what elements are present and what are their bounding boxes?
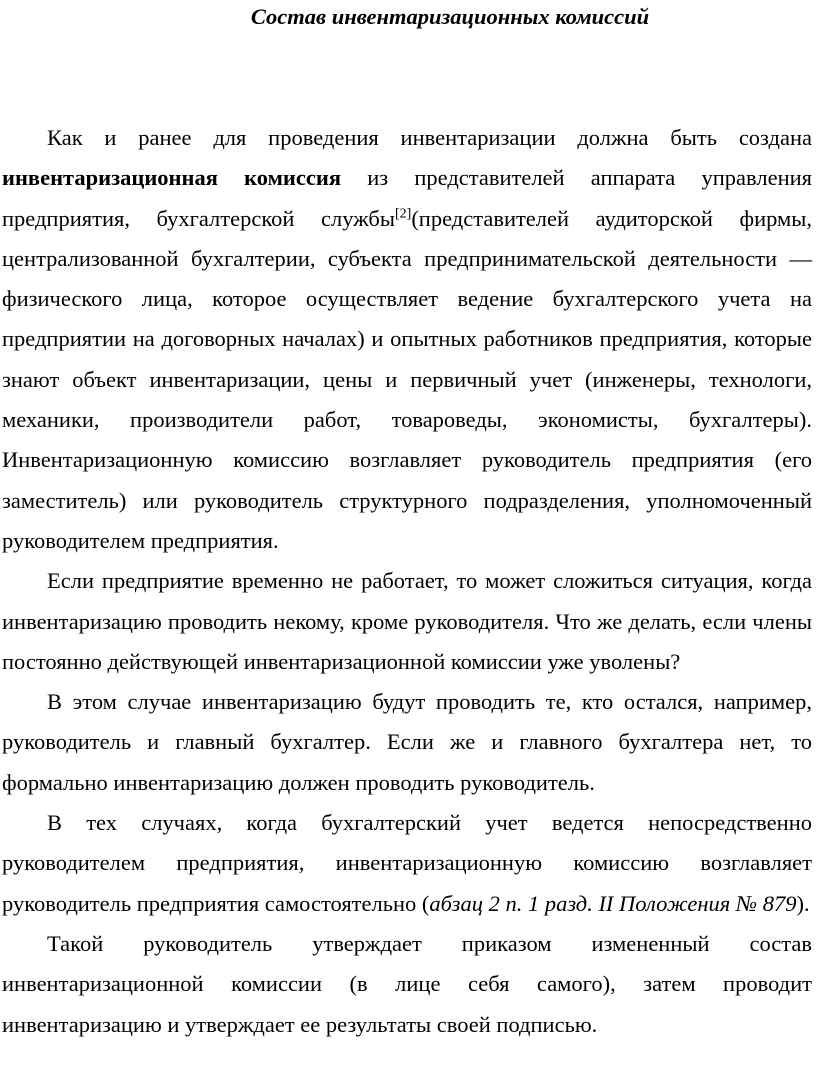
footnote-ref[interactable]: [2] <box>394 206 412 222</box>
paragraph-1-text-b: из представителей аппарата управления предприятия, бухгалтерской службы <box>2 165 812 231</box>
paragraph-1-bold-term: инвентаризационная комиссия <box>2 165 341 191</box>
paragraph-4-text-b: ). <box>796 890 810 916</box>
paragraph-3: В этом случае инвентаризацию будут проводить те, кто остался, например, руководитель и главный бухгалтер. Если же и главного бухгалтера нет, то формально инвентаризацию должен проводить руководитель. <box>2 689 812 795</box>
paragraph-5: Такой руководитель утверждает приказом измененный состав инвентаризационной комиссии (в лице себя самого), затем проводит инвентаризацию и утверждает ее результаты своей подписью. <box>2 930 812 1037</box>
paragraph-1-text-a: Как и ранее для проведения инвентаризации должна быть создана <box>47 125 812 150</box>
paragraph-4 <box>2 803 812 924</box>
paragraph-4-citation: абзац 2 п. 1 разд. II Положения № 879 <box>429 890 797 916</box>
document-body <box>2 118 812 1045</box>
paragraph-1-text-c: (представителей аудиторской фирмы, централизованной бухгалтерии, субъекта предпринимательской деятельности — физического лица, которое осуществляет ведение бухгалтерского учета на предприятии на договорных началах) и опытных работников предприятия, которые знают объект инвентаризации, цены и первичный учет (инженеры, технологи, механики, производители работ, товароведы, экономисты, бухгалтеры). Инвентаризационную комиссию возглавляет руководитель предприятия (его заместитель) или руководитель структурного подразделения, уполномоченный руководителем предприятия. <box>2 205 812 553</box>
paragraph-2: Если предприятие временно не работает, то может сложиться ситуация, когда инвентаризацию проводить некому, кроме руководителя. Что же делать, если члены постоянно действующей инвентаризационной комиссии уже уволены? <box>2 568 812 674</box>
document-title: Состав инвентаризационных комиссий <box>250 4 650 29</box>
paragraph-4-text-a: В тех случаях, когда бухгалтерский учет ведется непосредственно руководителем предприятия, инвентаризационную комиссию возглавляет руководитель предприятия самостоятельно ( <box>2 810 812 916</box>
paragraph-1 <box>2 118 812 561</box>
